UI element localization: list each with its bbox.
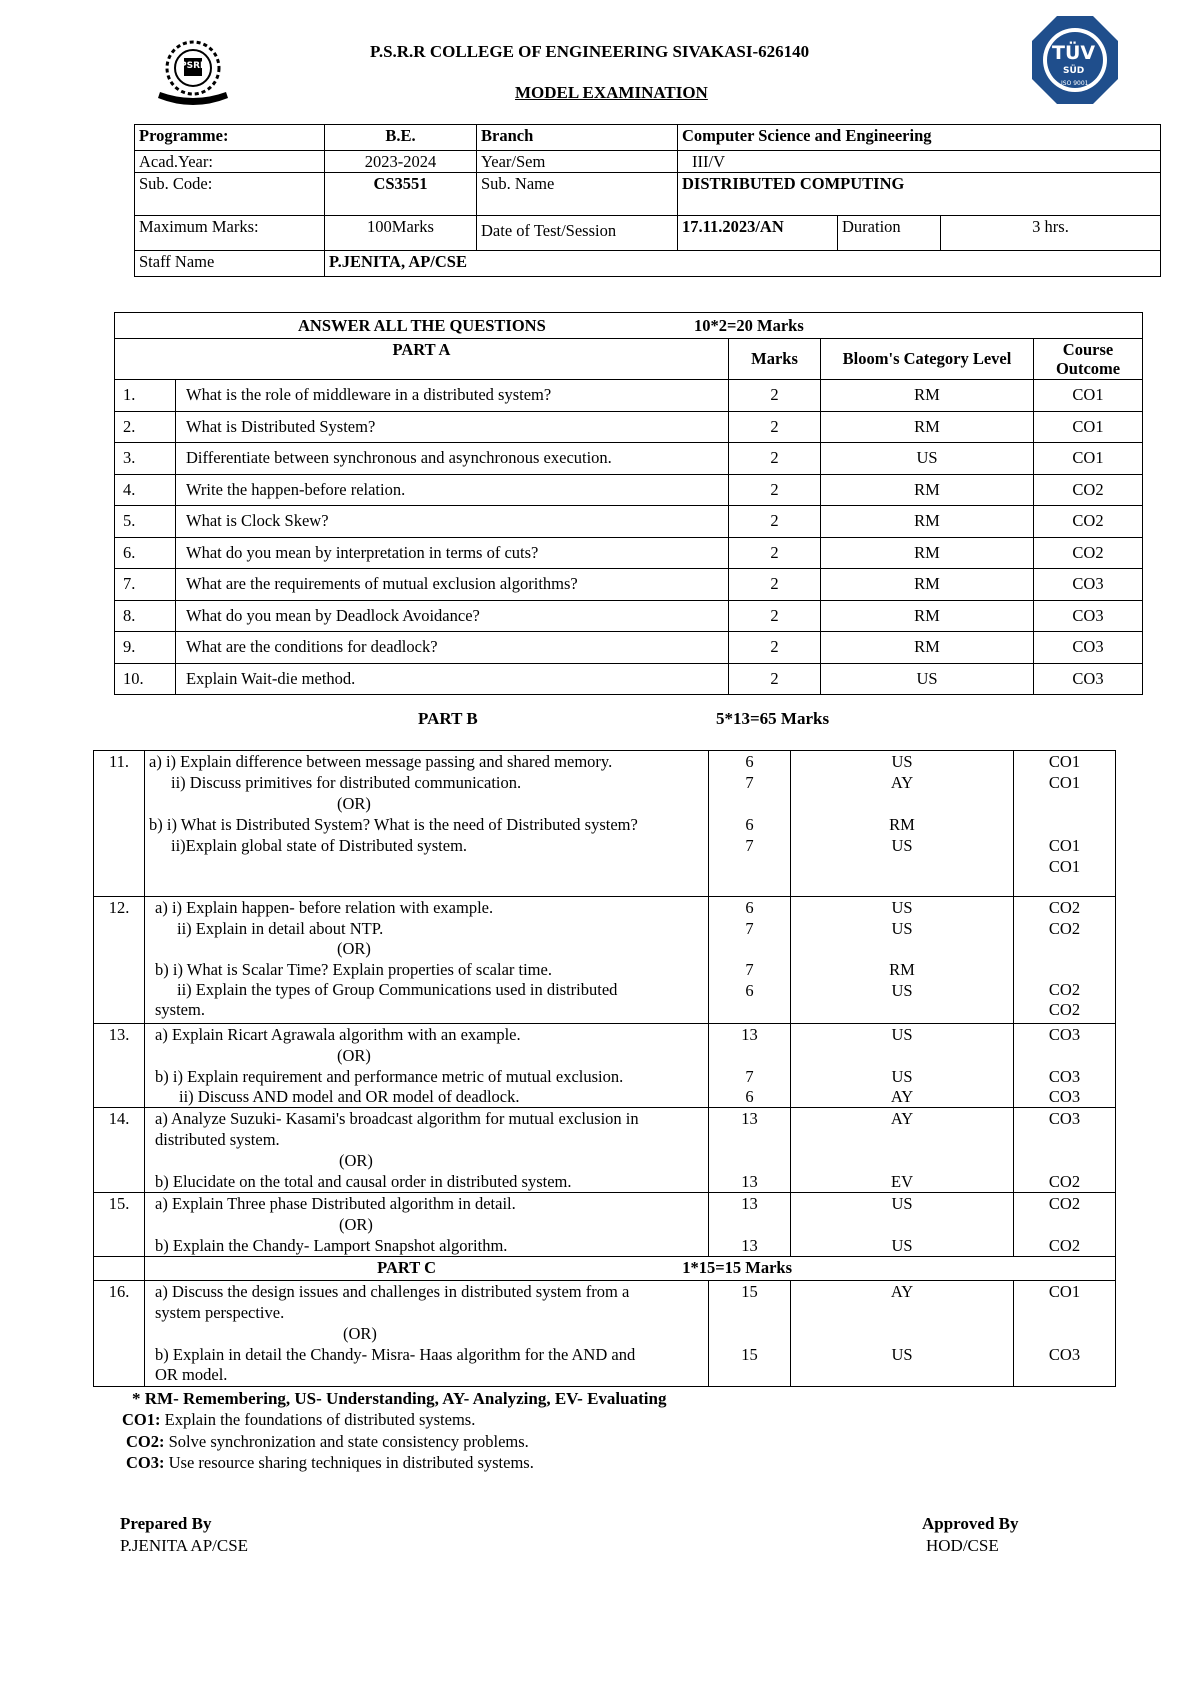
q15-b1: b) Explain the Chandy- Lamport Snapshot algorithm. <box>155 1236 508 1255</box>
col-co-header: Course Outcome <box>1034 339 1143 380</box>
q12-a2: ii) Explain in detail about NTP. <box>177 919 384 938</box>
q11-m1: 6 <box>745 752 754 771</box>
question-number: 4. <box>115 474 176 506</box>
co2-legend <box>126 1432 529 1452</box>
q13-b1: b) i) Explain requirement and performance metric of mutual exclusion. <box>155 1067 624 1086</box>
q11-c1: CO1 <box>1048 752 1081 771</box>
sub-code-label: Sub. Code: <box>135 173 325 216</box>
q11-l2: AY <box>890 773 914 792</box>
exam-title: MODEL EXAMINATION <box>515 83 708 102</box>
part-c-header-row <box>94 1257 1116 1281</box>
q11-c3: CO1 <box>1048 836 1081 855</box>
max-marks-label: Maximum Marks: <box>135 216 325 251</box>
q11-b2: ii)Explain global state of Distributed system. <box>171 836 468 855</box>
question-row-12 <box>94 897 1116 1024</box>
cert-logo-mid: SÜD <box>1063 66 1085 76</box>
q13-c3: CO3 <box>1048 1087 1081 1106</box>
acad-year-value: 2023-2024 <box>325 151 477 173</box>
date-label: Date of Test/Session <box>477 216 678 251</box>
q13-m1: 13 <box>741 1025 758 1044</box>
q15-c1: CO2 <box>1048 1194 1081 1213</box>
q16-b2: OR model. <box>155 1365 228 1384</box>
approved-by-label: Approved By <box>922 1514 1019 1533</box>
question-number: 8. <box>115 600 176 632</box>
question-number: 10. <box>115 663 176 695</box>
q13-m2: 7 <box>745 1067 754 1086</box>
college-logo-text: PSRR <box>180 61 207 71</box>
question-text: What are the conditions for deadlock? <box>176 632 729 664</box>
question-text: What is Distributed System? <box>176 411 729 443</box>
question-text: Write the happen-before relation. <box>176 474 729 506</box>
col-blooms-header: Bloom's Category Level <box>821 339 1034 380</box>
part-a-marks-summary: 10*2=20 Marks <box>694 315 804 335</box>
question-bloom-level: RM <box>821 537 1034 569</box>
q11-m4: 7 <box>745 836 754 855</box>
duration-value: 3 hrs. <box>941 216 1161 251</box>
co2-label: CO2: <box>126 1432 165 1451</box>
q12-or: (OR) <box>337 939 371 958</box>
question-text: What do you mean by Deadlock Avoidance? <box>176 600 729 632</box>
q11-a2: ii) Discuss primitives for distributed communication. <box>171 773 522 792</box>
q16-l1: AY <box>890 1282 914 1301</box>
q11-l3: RM <box>889 815 915 834</box>
question-number: 2. <box>115 411 176 443</box>
co1-label: CO1: <box>122 1410 161 1429</box>
question-number: 3. <box>115 443 176 475</box>
part-b-marks-summary: 5*13=65 Marks <box>716 709 830 728</box>
prepared-by-name: P.JENITA AP/CSE <box>120 1536 249 1555</box>
question-number: 5. <box>115 506 176 538</box>
q16-a1: a) Discuss the design issues and challenges in distributed system from a <box>155 1282 630 1301</box>
cert-logo-bottom: ISO 9001 <box>1061 80 1089 87</box>
exam-info-table <box>134 124 1161 277</box>
question-marks: 2 <box>729 663 821 695</box>
co1-text: Explain the foundations of distributed systems. <box>160 1410 476 1429</box>
question-text: What is the role of middleware in a distributed system? <box>176 380 729 412</box>
q16-c1: CO1 <box>1048 1282 1081 1301</box>
q13-b2: ii) Discuss AND model and OR model of deadlock. <box>179 1087 520 1106</box>
q11-number: 11. <box>94 751 145 897</box>
branch-value: Computer Science and Engineering <box>678 125 1161 151</box>
part-a-question-row <box>115 506 1143 538</box>
q15-number: 15. <box>94 1193 145 1257</box>
sub-name-label: Sub. Name <box>477 173 678 216</box>
q11-c4: CO1 <box>1048 857 1081 876</box>
q12-c2: CO2 <box>1048 919 1081 938</box>
question-course-outcome: CO3 <box>1034 600 1143 632</box>
cert-logo-top: TÜV <box>1052 42 1096 64</box>
q16-a2: system perspective. <box>155 1303 285 1322</box>
part-a-table <box>114 312 1143 695</box>
q16-b1: b) Explain in detail the Chandy- Misra- Haas algorithm for the AND and <box>155 1345 636 1364</box>
college-name: P.S.R.R COLLEGE OF ENGINEERING SIVAKASI-626140 <box>370 42 810 61</box>
question-bloom-level: US <box>821 443 1034 475</box>
q11-b1: b) i) What is Distributed System? What is the need of Distributed system? <box>149 815 638 834</box>
q13-m3: 6 <box>745 1087 754 1106</box>
part-c-marks-summary: 1*15=15 Marks <box>682 1258 793 1277</box>
q12-l1: US <box>891 898 913 917</box>
q13-c2: CO3 <box>1048 1067 1081 1086</box>
q14-c2: CO2 <box>1048 1172 1081 1191</box>
q14-l1: AY <box>890 1109 914 1128</box>
q12-b2: ii) Explain the types of Group Communications used in distributed <box>177 980 618 999</box>
q11-c2: CO1 <box>1048 773 1081 792</box>
question-marks: 2 <box>729 411 821 443</box>
q12-m1: 6 <box>745 898 754 917</box>
q14-l2: EV <box>891 1172 913 1191</box>
acad-year-label: Acad.Year: <box>135 151 325 173</box>
q14-m2: 13 <box>741 1172 758 1191</box>
q14-a1: a) Analyze Suzuki- Kasami's broadcast algorithm for mutual exclusion in <box>155 1109 639 1128</box>
q13-or: (OR) <box>337 1046 371 1065</box>
question-course-outcome: CO3 <box>1034 663 1143 695</box>
question-course-outcome: CO3 <box>1034 569 1143 601</box>
q12-l2: US <box>891 919 913 938</box>
co3-legend <box>126 1453 534 1473</box>
question-bloom-level: RM <box>821 569 1034 601</box>
part-a-question-row <box>115 443 1143 475</box>
q13-l3: AY <box>890 1087 914 1106</box>
question-course-outcome: CO2 <box>1034 474 1143 506</box>
approved-by-name: HOD/CSE <box>926 1536 999 1555</box>
part-a-question-row <box>115 600 1143 632</box>
question-number: 9. <box>115 632 176 664</box>
q12-l3: RM <box>889 960 915 979</box>
sub-name-value: DISTRIBUTED COMPUTING <box>678 173 1161 216</box>
q13-a1: a) Explain Ricart Agrawala algorithm with an example. <box>155 1025 521 1044</box>
sub-code-value: CS3551 <box>325 173 477 216</box>
q15-l2: US <box>891 1236 913 1255</box>
q15-c2: CO2 <box>1048 1236 1081 1255</box>
question-row-14 <box>94 1108 1116 1193</box>
q15-or: (OR) <box>339 1215 373 1234</box>
part-a-title: PART A <box>115 339 729 380</box>
part-a-question-row <box>115 569 1143 601</box>
q15-l1: US <box>891 1194 913 1213</box>
branch-label: Branch <box>477 125 678 151</box>
q16-m2: 15 <box>741 1345 758 1364</box>
q14-number: 14. <box>94 1108 145 1193</box>
co2-text: Solve synchronization and state consistency problems. <box>164 1432 529 1451</box>
question-bloom-level: RM <box>821 474 1034 506</box>
date-value: 17.11.2023/AN <box>678 216 838 251</box>
question-marks: 2 <box>729 506 821 538</box>
q14-a2: distributed system. <box>155 1130 280 1149</box>
question-text: What is Clock Skew? <box>176 506 729 538</box>
question-marks: 2 <box>729 443 821 475</box>
question-marks: 2 <box>729 380 821 412</box>
q11-l1: US <box>891 752 913 771</box>
part-c-title: PART C <box>377 1258 436 1277</box>
programme-value: B.E. <box>325 125 477 151</box>
q14-b1: b) Elucidate on the total and causal order in distributed system. <box>155 1172 572 1191</box>
q11-or: (OR) <box>337 794 371 813</box>
q12-m2: 7 <box>745 919 754 938</box>
q12-b3: system. <box>155 1000 205 1019</box>
q13-number: 13. <box>94 1024 145 1108</box>
part-a-instruction: ANSWER ALL THE QUESTIONS <box>298 315 546 335</box>
question-row-11 <box>94 751 1116 897</box>
q16-number: 16. <box>94 1281 145 1387</box>
q15-m1: 13 <box>741 1194 758 1213</box>
question-marks: 2 <box>729 632 821 664</box>
question-course-outcome: CO1 <box>1034 380 1143 412</box>
co3-label: CO3: <box>126 1453 165 1472</box>
q11-a1: a) i) Explain difference between message passing and shared memory. <box>149 752 613 771</box>
q12-c1: CO2 <box>1048 898 1081 917</box>
question-text: Explain Wait-die method. <box>176 663 729 695</box>
q14-c1: CO3 <box>1048 1109 1081 1128</box>
year-sem-value: III/V <box>678 151 1161 173</box>
question-number: 6. <box>115 537 176 569</box>
q11-m3: 6 <box>745 815 754 834</box>
q12-m4: 6 <box>745 981 754 1000</box>
bloom-levels-legend: * RM- Remembering, US- Understanding, AY- Analyzing, EV- Evaluating <box>132 1389 667 1408</box>
part-a-question-row <box>115 663 1143 695</box>
col-marks-header: Marks <box>729 339 821 380</box>
question-text: What do you mean by interpretation in terms of cuts? <box>176 537 729 569</box>
co1-legend <box>122 1410 475 1430</box>
question-course-outcome: CO1 <box>1034 411 1143 443</box>
part-a-instruction-row <box>115 313 1143 339</box>
question-bloom-level: RM <box>821 380 1034 412</box>
question-marks: 2 <box>729 537 821 569</box>
question-course-outcome: CO2 <box>1034 537 1143 569</box>
part-a-question-row <box>115 411 1143 443</box>
max-marks-value: 100Marks <box>325 216 477 251</box>
question-text: Differentiate between synchronous and asynchronous execution. <box>176 443 729 475</box>
question-course-outcome: CO3 <box>1034 632 1143 664</box>
q12-a1: a) i) Explain happen- before relation with example. <box>155 898 494 917</box>
q12-l4: US <box>891 981 913 1000</box>
q13-l2: US <box>891 1067 913 1086</box>
q16-m1: 15 <box>741 1282 758 1301</box>
question-marks: 2 <box>729 600 821 632</box>
q12-m3: 7 <box>745 960 754 979</box>
part-a-question-row <box>115 380 1143 412</box>
part-b-title: PART B <box>418 709 478 728</box>
question-bloom-level: RM <box>821 632 1034 664</box>
part-b-table <box>93 750 1116 1387</box>
question-marks: 2 <box>729 569 821 601</box>
year-sem-label: Year/Sem <box>477 151 678 173</box>
q15-a1: a) Explain Three phase Distributed algorithm in detail. <box>155 1194 516 1213</box>
programme-label: Programme: <box>135 125 325 151</box>
q11-l4: US <box>891 836 913 855</box>
question-bloom-level: RM <box>821 600 1034 632</box>
question-row-15 <box>94 1193 1116 1257</box>
q14-m1: 13 <box>741 1109 758 1128</box>
part-a-question-row <box>115 474 1143 506</box>
q15-m2: 13 <box>741 1236 758 1255</box>
question-bloom-level: US <box>821 663 1034 695</box>
q12-number: 12. <box>94 897 145 1024</box>
q13-l1: US <box>891 1025 913 1044</box>
certification-logo <box>1030 14 1120 106</box>
question-bloom-level: RM <box>821 411 1034 443</box>
part-a-question-row <box>115 537 1143 569</box>
question-course-outcome: CO1 <box>1034 443 1143 475</box>
q16-l2: US <box>891 1345 913 1364</box>
q12-b1: b) i) What is Scalar Time? Explain properties of scalar time. <box>155 960 552 979</box>
question-number: 7. <box>115 569 176 601</box>
q12-c4: CO2 <box>1048 1000 1081 1019</box>
q12-c3: CO2 <box>1048 980 1081 999</box>
co3-text: Use resource sharing techniques in distributed systems. <box>164 1453 534 1472</box>
college-logo <box>148 36 238 110</box>
duration-label: Duration <box>838 216 941 251</box>
q16-or: (OR) <box>343 1324 377 1343</box>
question-course-outcome: CO2 <box>1034 506 1143 538</box>
q14-or: (OR) <box>339 1151 373 1170</box>
q11-m2: 7 <box>745 773 754 792</box>
question-row-13 <box>94 1024 1116 1108</box>
part-a-question-row <box>115 632 1143 664</box>
question-bloom-level: RM <box>821 506 1034 538</box>
staff-value: P.JENITA, AP/CSE <box>325 251 1161 277</box>
question-row-16 <box>94 1281 1116 1387</box>
q16-c2: CO3 <box>1048 1345 1081 1364</box>
question-text: What are the requirements of mutual exclusion algorithms? <box>176 569 729 601</box>
question-marks: 2 <box>729 474 821 506</box>
staff-label: Staff Name <box>135 251 325 277</box>
prepared-by-label: Prepared By <box>120 1514 212 1533</box>
q13-c1: CO3 <box>1048 1025 1081 1044</box>
question-number: 1. <box>115 380 176 412</box>
